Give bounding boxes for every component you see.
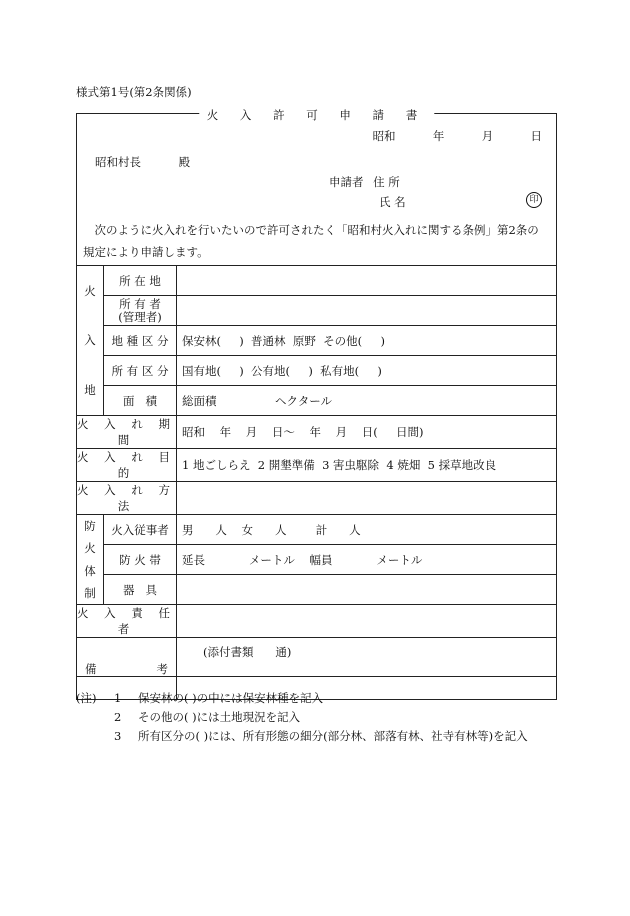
owner-field[interactable] (177, 296, 557, 326)
attachments-count: (添付書類 通) (203, 645, 292, 659)
area-label: 面 積 (104, 386, 177, 416)
date-day: 日 (530, 129, 542, 143)
fire-prevention-group-label: 防 火 体 制 (77, 515, 104, 605)
site-group-label: 火 入 地 (77, 266, 104, 416)
note-item: 2 その他の( )には土地現況を記入 (114, 710, 301, 724)
addressee-honorific: 殿 (178, 155, 191, 169)
addressee (95, 154, 190, 170)
note-item: (注) 1 保安林の( )の中には保安林種を記入 (76, 689, 528, 708)
date-month: 月 (481, 129, 494, 143)
period-field[interactable]: 昭和 年 月 日〜 年 月 日( 日間) (177, 416, 557, 449)
location-field[interactable] (177, 266, 557, 296)
table-row (77, 356, 557, 386)
date-line (373, 128, 542, 144)
land-type-label: 地 種 区 分 (104, 326, 177, 356)
table-row (77, 605, 557, 638)
form-label: 様式第1号(第2条関係) (76, 85, 192, 99)
application-statement: 次のように火入れを行いたいので許可されたく「昭和村火入れに関する条例」第2条の規定により申請します。 (83, 223, 539, 259)
applicant-address-line (329, 174, 400, 190)
table-row (77, 386, 557, 416)
location-label: 所 在 地 (104, 266, 177, 296)
period-label: 火 入 れ 期 間 (77, 417, 176, 447)
form-title: 火 入 許 可 申 請 書 (199, 107, 434, 123)
table-row (77, 266, 557, 296)
seal-mark: 印 (526, 192, 542, 208)
table-row (77, 545, 557, 575)
table-row (77, 296, 557, 326)
notes-prefix: (注) (76, 691, 97, 705)
responsible-field[interactable] (177, 605, 557, 638)
workers-field[interactable]: 男 人 女 人 計 人 (177, 515, 557, 545)
ownership-field[interactable]: 国有地( ) 公有地( ) 私有地( ) (177, 356, 557, 386)
land-type-field[interactable]: 保安林( ) 普通林 原野 その他( ) (177, 326, 557, 356)
equipment-field[interactable] (177, 575, 557, 605)
applicant-address-label: 住 所 (373, 175, 400, 189)
applicant-label: 申請者 (329, 175, 364, 189)
notes (76, 689, 528, 746)
table-row (77, 575, 557, 605)
method-label: 火 入 れ 方 法 (77, 483, 176, 513)
addressee-name: 昭和村長 (95, 155, 141, 169)
owner-label: 所 有 者 (管理者) (104, 296, 177, 326)
workers-label: 火入従事者 (104, 515, 177, 545)
table-row (77, 515, 557, 545)
date-year: 年 (432, 129, 445, 143)
purpose-label: 火 入 れ 目 的 (77, 450, 176, 480)
area-field[interactable]: 総面積 ヘクタール (177, 386, 557, 416)
application-table (76, 265, 557, 700)
applicant-name-line (379, 194, 406, 210)
applicant-name-label: 氏 名 (379, 195, 406, 209)
table-row (77, 482, 557, 515)
ownership-label: 所 有 区 分 (104, 356, 177, 386)
date-era: 昭和 (372, 129, 396, 143)
remarks-label: 備 考 (77, 638, 177, 700)
responsible-label: 火 入 責 任 者 (77, 606, 176, 636)
table-row (77, 449, 557, 482)
equipment-label: 器 具 (104, 575, 177, 605)
note-item: 3 所有区分の( )には、所有形態の細分(部分林、部落有林、社寺有林等)を記入 (114, 729, 528, 743)
table-row (77, 326, 557, 356)
firebreak-label: 防 火 帯 (104, 545, 177, 575)
method-field[interactable] (177, 482, 557, 515)
firebreak-field[interactable]: 延長 メートル 幅員 メートル (177, 545, 557, 575)
application-form (76, 108, 557, 677)
table-row (77, 416, 557, 449)
purpose-field[interactable]: 1 地ごしらえ 2 開墾準備 3 害虫駆除 4 焼畑 5 採草地改良 (177, 449, 557, 482)
